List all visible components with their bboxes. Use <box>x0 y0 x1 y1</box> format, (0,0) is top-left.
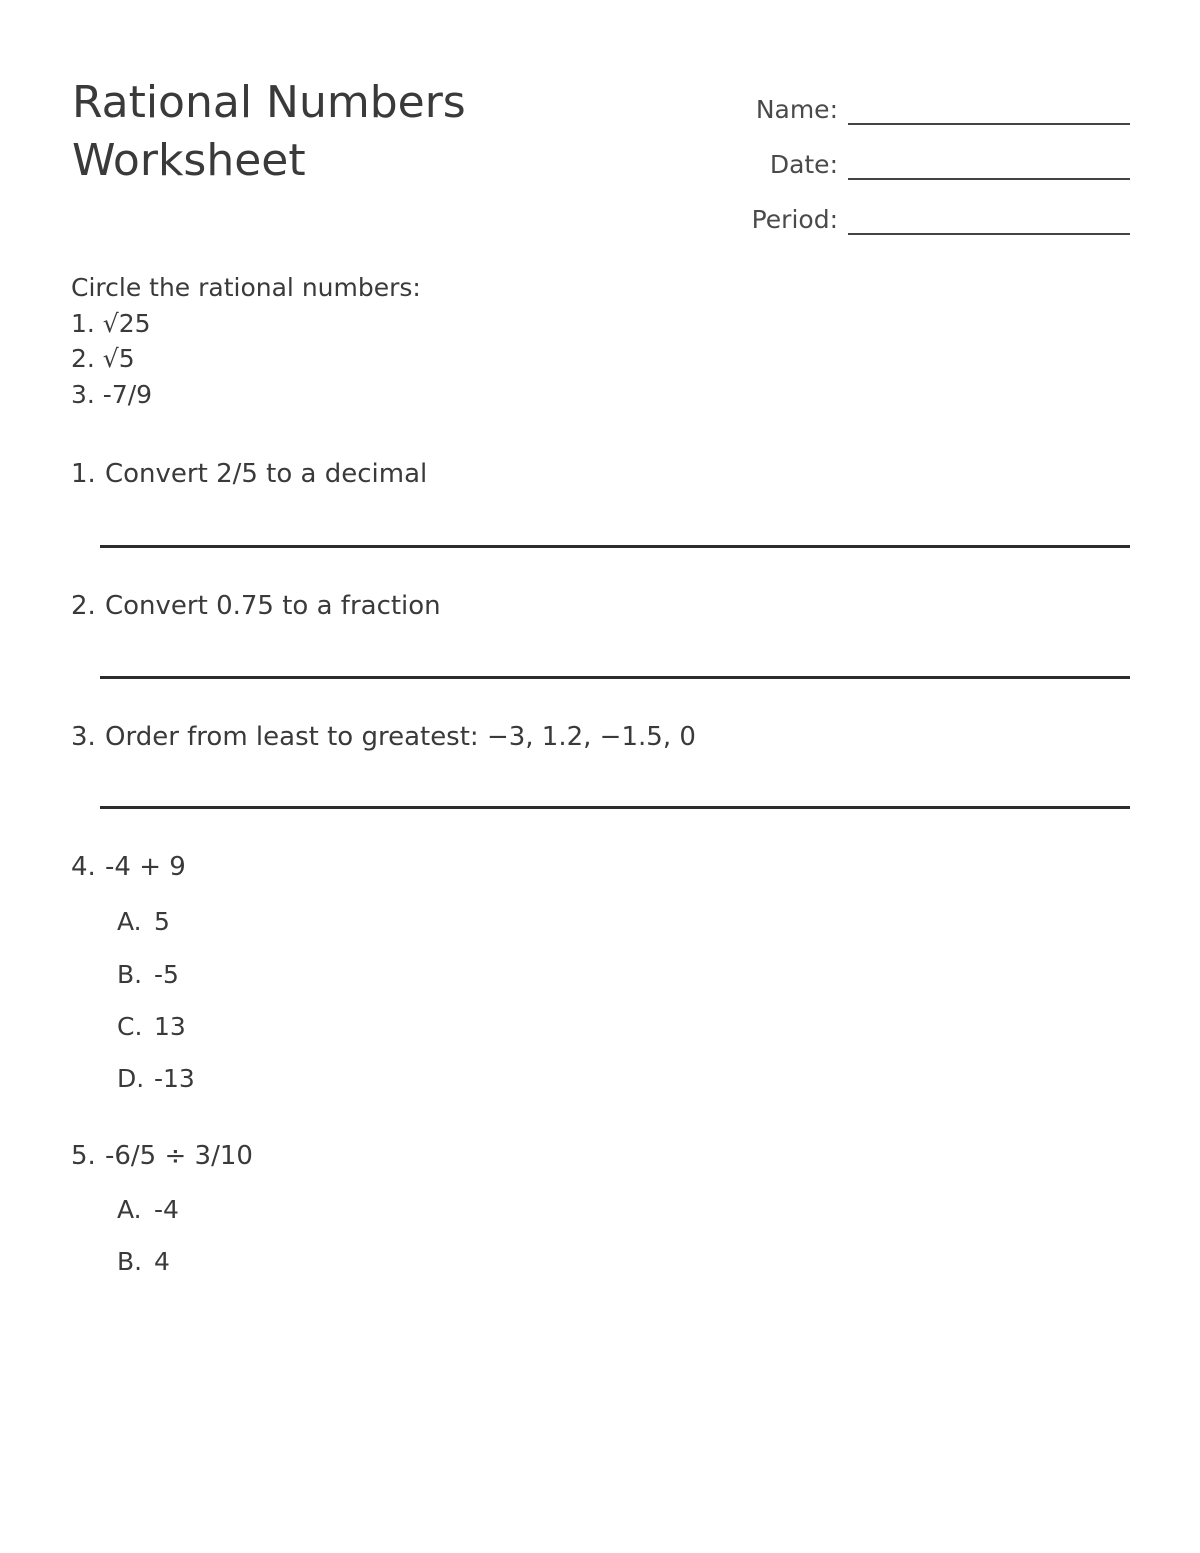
name-row <box>752 78 1130 133</box>
question-3 <box>71 721 696 753</box>
question-4 <box>71 851 186 883</box>
question-2 <box>71 590 441 622</box>
date-field[interactable] <box>848 177 1130 180</box>
title-line-1: Rational Numbers <box>72 77 466 128</box>
question-1 <box>71 458 427 490</box>
date-label: Date: <box>769 150 838 179</box>
question-5 <box>71 1140 253 1172</box>
option-b[interactable] <box>117 1247 170 1277</box>
question-number: 1. <box>71 459 96 489</box>
option-letter: D. <box>117 1064 145 1093</box>
option-value: -4 <box>154 1195 179 1224</box>
option-value: -5 <box>154 960 179 989</box>
period-row <box>752 188 1130 243</box>
option-d[interactable] <box>117 1064 195 1094</box>
title-line-2: Worksheet <box>72 135 306 186</box>
question-text: -4 + 9 <box>105 852 186 882</box>
date-row <box>752 133 1130 188</box>
period-field[interactable] <box>848 232 1130 235</box>
circle-item: 3. -7/9 <box>71 379 153 409</box>
option-a[interactable] <box>117 907 170 937</box>
question-number: 3. <box>71 722 96 752</box>
name-label: Name: <box>755 95 838 124</box>
option-value: 5 <box>154 907 170 936</box>
option-b[interactable] <box>117 960 179 990</box>
answer-line-2[interactable] <box>100 676 1130 679</box>
question-number: 5. <box>71 1141 96 1171</box>
question-number: 4. <box>71 852 96 882</box>
question-text: Order from least to greatest: −3, 1.2, −1.5, 0 <box>105 722 696 752</box>
answer-line-3[interactable] <box>100 806 1130 809</box>
question-number: 2. <box>71 591 96 621</box>
page-title <box>72 74 466 190</box>
circle-instruction: Circle the rational numbers: <box>71 273 421 302</box>
circle-item: 2. √5 <box>71 344 135 373</box>
answer-line-1[interactable] <box>100 545 1130 548</box>
option-letter: C. <box>117 1012 143 1041</box>
option-letter: B. <box>117 960 143 989</box>
option-value: -13 <box>154 1064 195 1093</box>
question-text: Convert 2/5 to a decimal <box>105 459 428 489</box>
option-c[interactable] <box>117 1012 186 1042</box>
option-letter: B. <box>117 1247 143 1276</box>
question-text: Convert 0.75 to a fraction <box>105 591 441 621</box>
option-value: 4 <box>154 1247 170 1276</box>
circle-rational-section <box>71 270 421 412</box>
student-info <box>752 78 1130 243</box>
option-a[interactable] <box>117 1195 179 1225</box>
name-field[interactable] <box>848 122 1130 125</box>
question-text: -6/5 ÷ 3/10 <box>105 1141 253 1171</box>
circle-item: 1. √25 <box>71 308 151 338</box>
option-letter: A. <box>117 1195 142 1224</box>
option-value: 13 <box>154 1012 186 1041</box>
period-label: Period: <box>751 205 838 234</box>
option-letter: A. <box>117 907 142 936</box>
